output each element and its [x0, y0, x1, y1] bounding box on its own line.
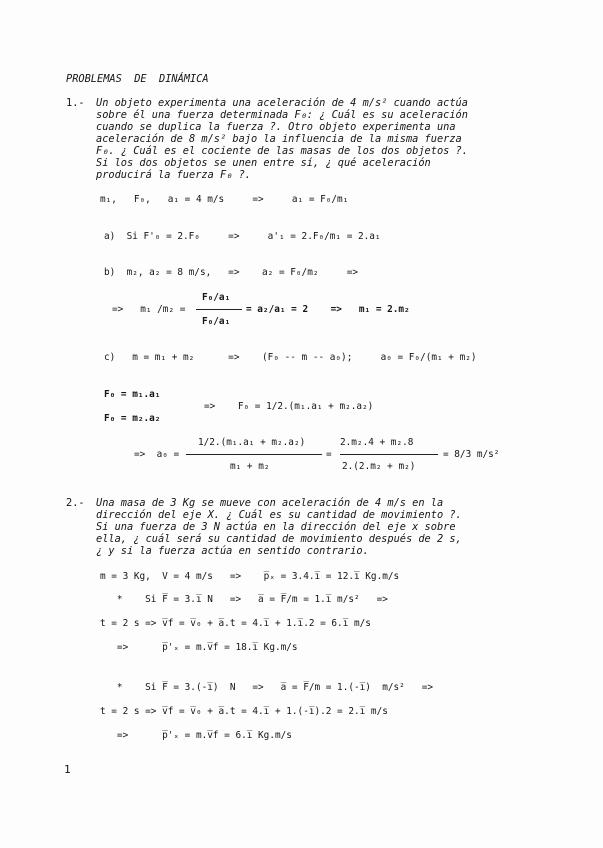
problem-1-b-fraction-bar	[196, 309, 242, 310]
problem-1-b-fraction-denominator: F₀/a₁	[202, 316, 231, 327]
problem-1-final-numerator-1: 1/2.(m₁.a₁ + m₂.a₂)	[198, 437, 306, 448]
problem-1-final-bar-2	[340, 454, 438, 455]
problem-1-statement-line: Si los dos objetos se unen entre sí, ¿ qué aceleración	[96, 157, 431, 169]
problem-2-statement-line: dirección del eje X. ¿ Cuál es su cantidad de movimiento ?.	[96, 509, 462, 521]
problem-2-line: => p̅'ₓ = m.v̅f = 18.i̅ Kg.m/s	[100, 642, 298, 653]
problem-1-b-fraction-numerator: F₀/a₁	[202, 292, 231, 303]
problem-1-final-denominator-2: 2.(2.m₂ + m₂)	[342, 461, 416, 472]
problem-1-part-c: c) m = m₁ + m₂ => (F₀ -- m -- a₀); a₀ = F₀/(m₁ + m₂)	[104, 352, 477, 363]
page-title: PROBLEMAS DE DINÁMICA	[66, 73, 209, 85]
problem-2-line: m = 3 Kg, V = 4 m/s => p̅ₓ = 3.4.i̅ = 12.i̅ Kg.m/s	[100, 571, 400, 582]
problem-1-b-right: = a₂/a₁ = 2 => m₁ = 2.m₂	[246, 304, 410, 315]
problem-1-statement-line: sobre él una fuerza determinada F₀: ¿ Cuál es su aceleración	[96, 109, 468, 121]
problem-1-c-arrow: => F₀ = 1/2.(m₁.a₁ + m₂.a₂)	[204, 401, 374, 412]
problem-1-b-left: => m₁ /m₂ =	[112, 304, 186, 315]
problem-1-final-numerator-2: 2.m₂.4 + m₂.8	[340, 437, 414, 448]
problem-1-statement-line: Un objeto experimenta una aceleración de 4 m/s² cuando actúa	[96, 97, 468, 109]
problem-1-final-result: = 8/3 m/s²	[443, 449, 500, 460]
problem-1-statement-line: aceleración de 8 m/s² bajo la influencia de la misma fuerza	[96, 133, 462, 145]
problem-2-statement-line: Si una fuerza de 3 N actúa en la dirección del eje x sobre	[96, 521, 456, 533]
problem-2-statement-line: Una masa de 3 Kg se mueve con aceleración de 4 m/s en la	[96, 497, 444, 509]
problem-1-statement-line: F₀. ¿ Cuál es el cociente de las masas de los dos objetos ?.	[96, 145, 468, 157]
problem-1-given: m₁, F₀, a₁ = 4 m/s => a₁ = F₀/m₁	[100, 194, 349, 205]
problem-2-line: t = 2 s => v̅f = v̅₀ + a̅.t = 4.i̅ + 1.i̅.2 = 6.i̅ m/s	[100, 618, 371, 629]
problem-1-final-lead: => a₀ =	[134, 449, 180, 460]
problem-2-statement-line: ¿ y si la fuerza actúa en sentido contrario.	[96, 545, 369, 557]
problem-1-statement-line: producirá la fuerza F₀ ?.	[96, 169, 251, 181]
page-number: 1	[64, 763, 71, 776]
problem-1-c-eq1: F₀ = m₁.a₁	[104, 389, 161, 400]
problem-1-final-eq: =	[326, 449, 332, 460]
problem-1-part-b: b) m₂, a₂ = 8 m/s, => a₂ = F₀/m₂ =>	[104, 267, 358, 278]
problem-1-final-bar-1	[186, 454, 322, 455]
problem-1-part-a: a) Si F'₀ = 2.F₀ => a'₁ = 2.F₀/m₁ = 2.a₁	[104, 231, 381, 242]
problem-2-line: * Si F̅ = 3.i̅ N => a̅ = F̅/m = 1.i̅ m/s² =>	[100, 594, 388, 605]
problem-2-number: 2.-	[66, 497, 85, 509]
problem-1-statement-line: cuando se duplica la fuerza ?. Otro objeto experimenta una	[96, 121, 456, 133]
problem-2-line: t = 2 s => v̅f = v̅₀ + a̅.t = 4.i̅ + 1.(-i̅).2 = 2.i̅ m/s	[100, 706, 388, 717]
problem-1-number: 1.-	[66, 97, 85, 109]
problem-2-line: => p̅'ₓ = m.v̅f = 6.i̅ Kg.m/s	[100, 730, 292, 741]
problem-1-final-denominator-1: m₁ + m₂	[230, 461, 270, 472]
problem-2-line: * Si F̅ = 3.(-i̅) N => a̅ = F̅/m = 1.(-i̅) m/s² =>	[100, 682, 434, 693]
problem-2-statement-line: ella, ¿ cuál será su cantidad de movimiento después de 2 s,	[96, 533, 462, 545]
problem-1-c-eq2: F₀ = m₂.a₂	[104, 413, 161, 424]
